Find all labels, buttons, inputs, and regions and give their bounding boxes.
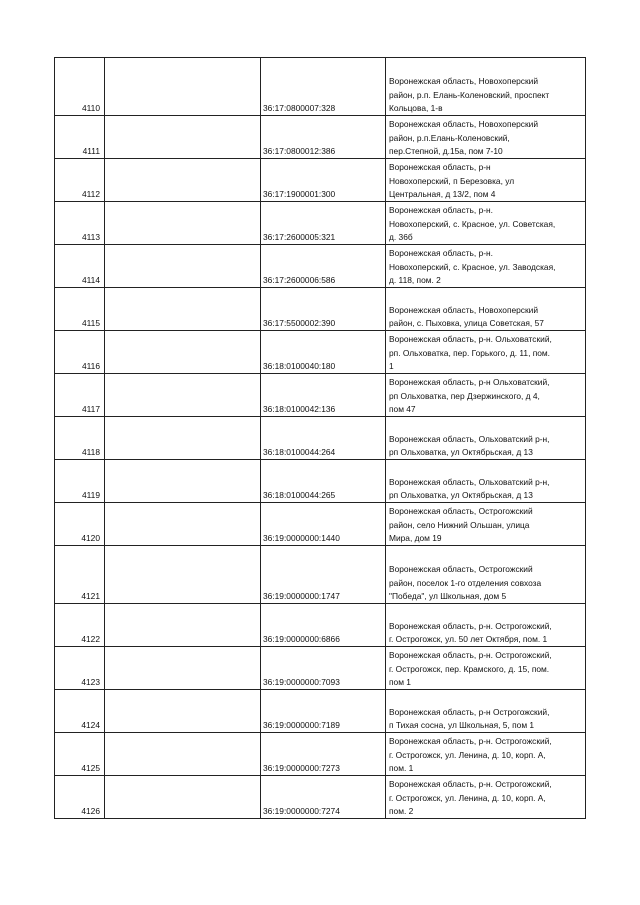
address-line: Воронежская область, р-н Острогожский, bbox=[389, 706, 550, 717]
empty-cell bbox=[105, 604, 261, 647]
address-line: Мира, дом 19 bbox=[389, 532, 442, 543]
row-number: 4126 bbox=[55, 776, 105, 819]
address-line: Воронежская область, р-н. Острогожский, bbox=[389, 620, 552, 631]
cadastral-number: 36:17:2600005:321 bbox=[261, 202, 386, 245]
address-cell bbox=[386, 690, 586, 733]
cadastral-number: 36:19:0000000:1747 bbox=[261, 546, 386, 604]
address-line: пом. 2 bbox=[389, 805, 414, 816]
address-line: Новохоперский, с. Красное, ул. Заводская, bbox=[389, 261, 556, 272]
address-line: Воронежская область, р-н. bbox=[389, 205, 493, 216]
cadastral-number: 36:17:5500002:390 bbox=[261, 288, 386, 331]
row-number: 4116 bbox=[55, 331, 105, 374]
cadastral-number: 36:19:0000000:1440 bbox=[261, 503, 386, 546]
address-line: Воронежская область, Острогожский bbox=[389, 564, 533, 575]
address-line: Воронежская область, р-н. bbox=[389, 248, 493, 259]
empty-cell bbox=[105, 159, 261, 202]
empty-cell bbox=[105, 245, 261, 288]
table-row bbox=[55, 546, 586, 604]
address-line: д. 118, пом. 2 bbox=[389, 274, 441, 285]
address-line: п Тихая сосна, ул Школьная, 5, пом 1 bbox=[389, 719, 535, 730]
cadastral-number: 36:19:0000000:6866 bbox=[261, 604, 386, 647]
address-cell bbox=[386, 58, 586, 116]
empty-cell bbox=[105, 58, 261, 116]
address-line: Воронежская область, р-н. Острогожский, bbox=[389, 779, 552, 790]
cadastral-number: 36:18:0100044:265 bbox=[261, 460, 386, 503]
address-line: Воронежская область, р-н Ольховатский, bbox=[389, 377, 550, 388]
cadastral-number: 36:19:0000000:7273 bbox=[261, 733, 386, 776]
address-line: "Победа", ул Школьная, дом 5 bbox=[389, 590, 507, 601]
table-row bbox=[55, 331, 586, 374]
address-line: пом. 1 bbox=[389, 762, 414, 773]
address-line: пом 47 bbox=[389, 403, 416, 414]
address-cell bbox=[386, 202, 586, 245]
address-cell bbox=[386, 604, 586, 647]
address-line: Воронежская область, р-н. Острогожский, bbox=[389, 650, 552, 661]
table-row bbox=[55, 690, 586, 733]
address-cell bbox=[386, 733, 586, 776]
table-row bbox=[55, 245, 586, 288]
address-cell bbox=[386, 417, 586, 460]
address-line: район, р.п. Елань-Коленовский, проспект bbox=[389, 89, 550, 100]
table-row bbox=[55, 116, 586, 159]
table-row bbox=[55, 503, 586, 546]
address-line: д. 36б bbox=[389, 231, 413, 242]
row-number: 4113 bbox=[55, 202, 105, 245]
address-line: Воронежская область, Ольховатский р-н, bbox=[389, 433, 550, 444]
empty-cell bbox=[105, 417, 261, 460]
cadastral-number: 36:17:0800012:386 bbox=[261, 116, 386, 159]
table-row bbox=[55, 647, 586, 690]
empty-cell bbox=[105, 690, 261, 733]
address-line: Центральная, д 13/2, пом 4 bbox=[389, 188, 496, 199]
table-row bbox=[55, 374, 586, 417]
empty-cell bbox=[105, 374, 261, 417]
cadastral-number: 36:17:0800007:328 bbox=[261, 58, 386, 116]
table-row bbox=[55, 733, 586, 776]
address-cell bbox=[386, 331, 586, 374]
empty-cell bbox=[105, 776, 261, 819]
registry-body bbox=[55, 58, 586, 819]
address-line: Воронежская область, Ольховатский р-н, bbox=[389, 476, 550, 487]
row-number: 4114 bbox=[55, 245, 105, 288]
empty-cell bbox=[105, 647, 261, 690]
row-number: 4118 bbox=[55, 417, 105, 460]
row-number: 4123 bbox=[55, 647, 105, 690]
row-number: 4122 bbox=[55, 604, 105, 647]
address-cell bbox=[386, 647, 586, 690]
row-number: 4121 bbox=[55, 546, 105, 604]
row-number: 4125 bbox=[55, 733, 105, 776]
address-line: Воронежская область, Острогожский bbox=[389, 506, 533, 517]
address-line: Воронежская область, Новохоперский bbox=[389, 304, 539, 315]
cadastral-number: 36:18:0100040:180 bbox=[261, 331, 386, 374]
cadastral-number: 36:19:0000000:7189 bbox=[261, 690, 386, 733]
registry-table bbox=[54, 57, 586, 819]
table-row bbox=[55, 288, 586, 331]
address-cell bbox=[386, 116, 586, 159]
empty-cell bbox=[105, 116, 261, 159]
empty-cell bbox=[105, 460, 261, 503]
address-line: пом 1 bbox=[389, 676, 411, 687]
row-number: 4111 bbox=[55, 116, 105, 159]
empty-cell bbox=[105, 288, 261, 331]
row-number: 4112 bbox=[55, 159, 105, 202]
address-line: рп. Ольховатка, пер. Горького, д. 11, пом. bbox=[389, 347, 551, 358]
table-row bbox=[55, 58, 586, 116]
row-number: 4115 bbox=[55, 288, 105, 331]
address-line: г. Острогожск, ул. Ленина, д. 10, корп. А, bbox=[389, 792, 546, 803]
cadastral-number: 36:18:0100042:136 bbox=[261, 374, 386, 417]
address-cell bbox=[386, 460, 586, 503]
row-number: 4117 bbox=[55, 374, 105, 417]
cadastral-number: 36:18:0100044:264 bbox=[261, 417, 386, 460]
address-line: г. Острогожск, ул. Ленина, д. 10, корп. А, bbox=[389, 749, 546, 760]
row-number: 4120 bbox=[55, 503, 105, 546]
address-line: рп Ольховатка, ул Октябрьская, д 13 bbox=[389, 489, 533, 500]
row-number: 4124 bbox=[55, 690, 105, 733]
cadastral-number: 36:19:0000000:7274 bbox=[261, 776, 386, 819]
table-row bbox=[55, 460, 586, 503]
empty-cell bbox=[105, 331, 261, 374]
address-line: Новохоперский, с. Красное, ул. Советская, bbox=[389, 218, 556, 229]
cadastral-number: 36:17:1900001:300 bbox=[261, 159, 386, 202]
address-line: Воронежская область, р-н bbox=[389, 162, 491, 173]
empty-cell bbox=[105, 546, 261, 604]
address-line: район, поселок 1-го отделения совхоза bbox=[389, 577, 542, 588]
address-line: пер.Степной, д.15а, пом 7-10 bbox=[389, 145, 503, 156]
address-line: Новохоперский, п Березовка, ул bbox=[389, 175, 515, 186]
address-line: Кольцова, 1-в bbox=[389, 102, 443, 113]
table-row bbox=[55, 159, 586, 202]
address-line: г. Острогожск, ул. 50 лет Октября, пом. 1 bbox=[389, 633, 548, 644]
empty-cell bbox=[105, 503, 261, 546]
address-line: Воронежская область, Новохоперский bbox=[389, 119, 539, 130]
empty-cell bbox=[105, 202, 261, 245]
address-cell bbox=[386, 374, 586, 417]
address-cell bbox=[386, 245, 586, 288]
address-line: рп Ольховатка, ул Октябрьская, д 13 bbox=[389, 446, 533, 457]
address-cell bbox=[386, 288, 586, 331]
address-line: район, с. Пыховка, улица Советская, 57 bbox=[389, 317, 544, 328]
address-cell bbox=[386, 159, 586, 202]
address-line: район, р.п.Елань-Коленовский, bbox=[389, 132, 510, 143]
address-line: г. Острогожск, пер. Крамского, д. 15, пом. bbox=[389, 663, 550, 674]
address-line: Воронежская область, Новохоперский bbox=[389, 76, 539, 87]
table-row bbox=[55, 417, 586, 460]
address-line: Воронежская область, р-н. Ольховатский, bbox=[389, 334, 552, 345]
empty-cell bbox=[105, 733, 261, 776]
address-cell bbox=[386, 546, 586, 604]
table-row bbox=[55, 776, 586, 819]
address-cell bbox=[386, 503, 586, 546]
cadastral-number: 36:19:0000000:7093 bbox=[261, 647, 386, 690]
address-cell bbox=[386, 776, 586, 819]
row-number: 4119 bbox=[55, 460, 105, 503]
address-line: район, село Нижний Ольшан, улица bbox=[389, 519, 530, 530]
row-number: 4110 bbox=[55, 58, 105, 116]
table-row bbox=[55, 604, 586, 647]
cadastral-number: 36:17:2600006:586 bbox=[261, 245, 386, 288]
address-line: Воронежская область, р-н. Острогожский, bbox=[389, 736, 552, 747]
address-line: рп Ольховатка, пер Дзержинского, д 4, bbox=[389, 390, 540, 401]
table-row bbox=[55, 202, 586, 245]
address-line: 1 bbox=[389, 360, 394, 371]
